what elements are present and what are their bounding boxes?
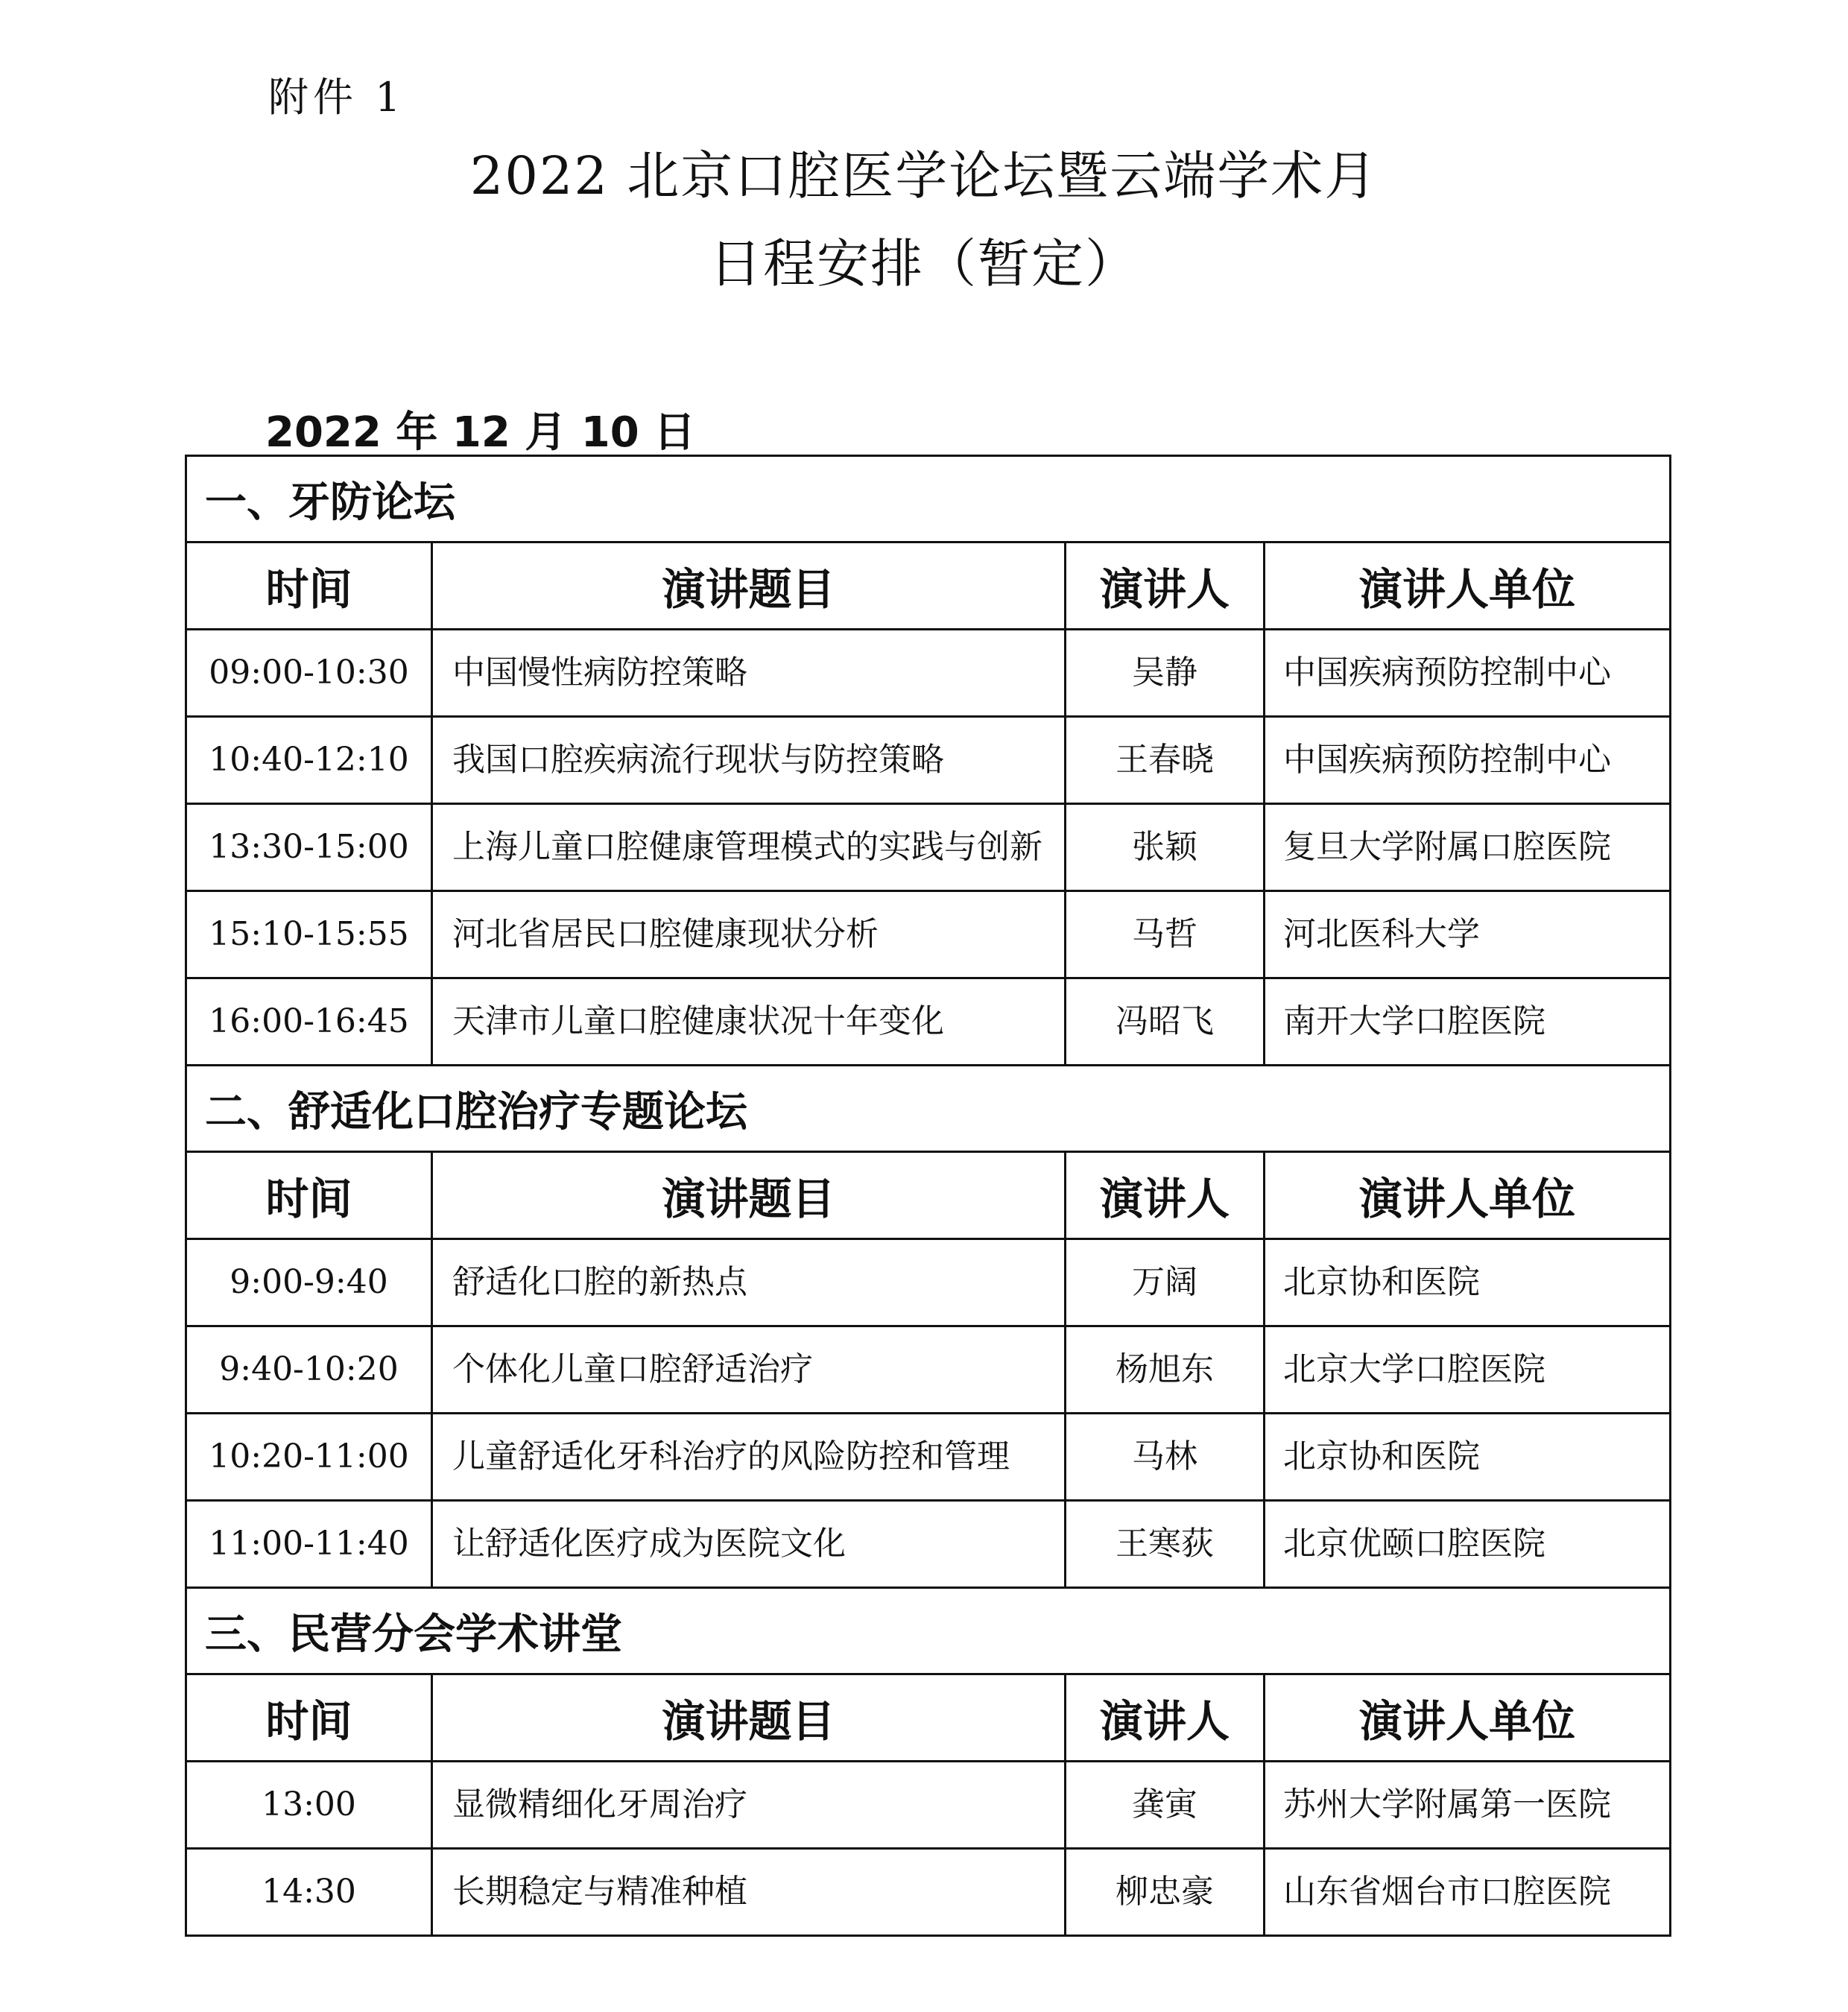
table-row (186, 630, 1671, 717)
attachment-label: 附件 1 (268, 74, 405, 121)
schedule-table (185, 455, 1671, 1937)
cell-time: 14:30 (186, 1849, 432, 1936)
cell-time: 13:00 (186, 1762, 432, 1849)
document-title: 2022 北京口腔医学论坛暨云端学术月 (469, 145, 1379, 206)
cell-topic: 上海儿童口腔健康管理模式的实践与创新 (432, 804, 1066, 891)
cell-org: 复旦大学附属口腔医院 (1265, 804, 1671, 891)
cell-topic: 中国慢性病防控策略 (432, 630, 1066, 717)
cell-org: 中国疾病预防控制中心 (1265, 630, 1671, 717)
header-time: 时间 (186, 1152, 432, 1239)
cell-speaker: 冯昭飞 (1066, 978, 1265, 1066)
cell-speaker: 马哲 (1066, 891, 1265, 978)
cell-topic: 个体化儿童口腔舒适治疗 (432, 1326, 1066, 1414)
header-org: 演讲人单位 (1265, 542, 1671, 630)
table-row (186, 1239, 1671, 1326)
cell-speaker: 杨旭东 (1066, 1326, 1265, 1414)
cell-speaker: 王寒荻 (1066, 1501, 1265, 1588)
cell-org: 北京协和医院 (1265, 1414, 1671, 1501)
header-time: 时间 (186, 1674, 432, 1762)
header-speaker: 演讲人 (1066, 1152, 1265, 1239)
table-row (186, 1849, 1671, 1936)
table-row (186, 804, 1671, 891)
table-row (186, 891, 1671, 978)
header-speaker: 演讲人 (1066, 542, 1265, 630)
cell-speaker: 王春晓 (1066, 717, 1265, 804)
cell-org: 南开大学口腔医院 (1265, 978, 1671, 1066)
section-header (186, 1066, 1671, 1152)
cell-time: 9:00-9:40 (186, 1239, 432, 1326)
header-topic: 演讲题目 (432, 542, 1066, 630)
cell-speaker: 柳忠豪 (1066, 1849, 1265, 1936)
table-row (186, 1501, 1671, 1588)
cell-org: 北京协和医院 (1265, 1239, 1671, 1326)
cell-speaker: 龚寅 (1066, 1762, 1265, 1849)
section-title: 二、舒适化口腔治疗专题论坛 (186, 1066, 1671, 1152)
cell-time: 11:00-11:40 (186, 1501, 432, 1588)
document-subtitle: 日程安排（暂定） (709, 233, 1139, 294)
header-topic: 演讲题目 (432, 1152, 1066, 1239)
cell-time: 9:40-10:20 (186, 1326, 432, 1414)
column-header-row (186, 1674, 1671, 1762)
cell-org: 河北医科大学 (1265, 891, 1671, 978)
section-header (186, 1588, 1671, 1674)
cell-speaker: 马林 (1066, 1414, 1265, 1501)
cell-org: 苏州大学附属第一医院 (1265, 1762, 1671, 1849)
cell-topic: 显微精细化牙周治疗 (432, 1762, 1066, 1849)
cell-time: 15:10-15:55 (186, 891, 432, 978)
cell-topic: 我国口腔疾病流行现状与防控策略 (432, 717, 1066, 804)
header-topic: 演讲题目 (432, 1674, 1066, 1762)
cell-speaker: 吴静 (1066, 630, 1265, 717)
cell-time: 16:00-16:45 (186, 978, 432, 1066)
cell-org: 北京大学口腔医院 (1265, 1326, 1671, 1414)
table-row (186, 1762, 1671, 1849)
cell-time: 09:00-10:30 (186, 630, 432, 717)
section-title: 三、民营分会学术讲堂 (186, 1588, 1671, 1674)
header-time: 时间 (186, 542, 432, 630)
cell-org: 山东省烟台市口腔医院 (1265, 1849, 1671, 1936)
cell-topic: 儿童舒适化牙科治疗的风险防控和管理 (432, 1414, 1066, 1501)
schedule-date: 2022 年 12 月 10 日 (265, 408, 696, 457)
table-row (186, 978, 1671, 1066)
section-header (186, 456, 1671, 542)
cell-topic: 长期稳定与精准种植 (432, 1849, 1066, 1936)
table-row (186, 1414, 1671, 1501)
cell-topic: 河北省居民口腔健康现状分析 (432, 891, 1066, 978)
table-row (186, 717, 1671, 804)
header-org: 演讲人单位 (1265, 1152, 1671, 1239)
cell-time: 10:20-11:00 (186, 1414, 432, 1501)
header-org: 演讲人单位 (1265, 1674, 1671, 1762)
column-header-row (186, 1152, 1671, 1239)
cell-speaker: 张颖 (1066, 804, 1265, 891)
column-header-row (186, 542, 1671, 630)
table-row (186, 1326, 1671, 1414)
cell-time: 10:40-12:10 (186, 717, 432, 804)
cell-org: 中国疾病预防控制中心 (1265, 717, 1671, 804)
cell-topic: 让舒适化医疗成为医院文化 (432, 1501, 1066, 1588)
header-speaker: 演讲人 (1066, 1674, 1265, 1762)
cell-topic: 舒适化口腔的新热点 (432, 1239, 1066, 1326)
cell-topic: 天津市儿童口腔健康状况十年变化 (432, 978, 1066, 1066)
cell-org: 北京优颐口腔医院 (1265, 1501, 1671, 1588)
section-title: 一、牙防论坛 (186, 456, 1671, 542)
cell-time: 13:30-15:00 (186, 804, 432, 891)
cell-speaker: 万阔 (1066, 1239, 1265, 1326)
